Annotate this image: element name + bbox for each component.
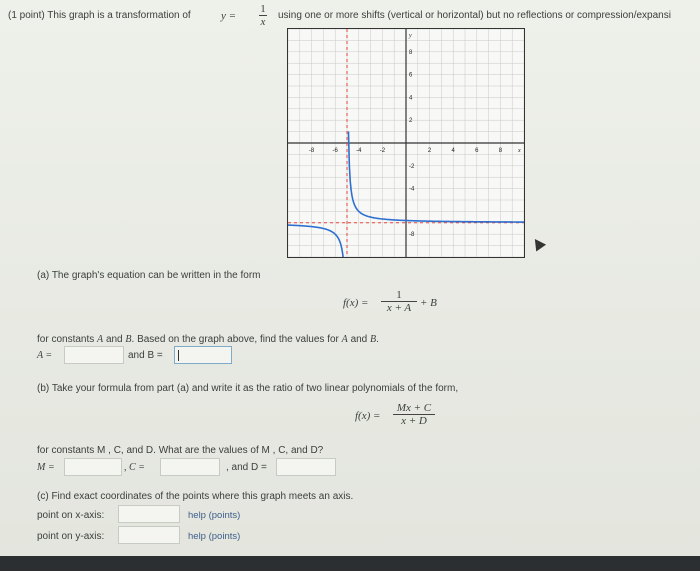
part-a-var-b: B [125, 334, 132, 345]
y-axis-point-input[interactable] [118, 526, 180, 544]
part-b-instruction: for constants M , C, and D. What are the values of M , C, and D? [37, 445, 324, 456]
answer-m-input[interactable] [64, 458, 122, 476]
part-c-intro: (c) Find exact coordinates of the points where this graph meets an axis. [37, 491, 354, 502]
answer-c-input[interactable] [160, 458, 220, 476]
y-tick-label: -8 [409, 232, 415, 239]
part-a-word-and-ref: and [350, 334, 368, 345]
x-axis-point-label: point on x-axis: [37, 510, 105, 521]
part-a-word-and: and [105, 334, 123, 345]
base-function-denominator: x [260, 16, 266, 28]
label-c: , C = [124, 462, 145, 473]
y-tick-label: 4 [409, 95, 413, 102]
part-a-intro: (a) The graph's equation can be written in the form [37, 270, 261, 281]
x-tick-label: -2 [379, 148, 386, 154]
part-b-denominator: x + D [401, 415, 427, 427]
answer-c-value [161, 464, 164, 475]
x-tick-label: 6 [475, 148, 479, 154]
part-b-formula-fraction [392, 402, 436, 427]
y-tick-label: 2 [409, 118, 413, 125]
part-a-numerator: 1 [396, 289, 402, 301]
x-tick-label: -6 [332, 148, 338, 154]
problem-intro-suffix: using one or more shifts (vertical or horizontal) but no reflections or compression/expansi [278, 10, 671, 21]
problem-intro: (1 point) This graph is a transformation of [8, 10, 191, 21]
y-axis-point-value [119, 532, 122, 543]
curve-right-branch [348, 131, 524, 222]
help-points-link-x[interactable]: help (points) [188, 510, 241, 521]
mouse-cursor-icon [530, 236, 546, 252]
part-a-var-a-ref: A [341, 334, 348, 345]
function-graph [287, 28, 525, 258]
part-a-denominator: x + A [386, 302, 412, 314]
part-a-question-end: . [376, 334, 379, 345]
answer-b-input[interactable] [174, 346, 232, 364]
x-tick-label: 2 [427, 148, 432, 154]
x-tick-label: 4 [451, 148, 455, 154]
y-tick-label: 8 [409, 49, 413, 56]
answer-d-input[interactable] [276, 458, 336, 476]
part-a-var-a: A [97, 334, 104, 345]
x-tick-label: -4 [356, 148, 362, 154]
y-tick-label: -2 [409, 163, 415, 170]
label-a: A = [37, 350, 53, 361]
answer-d-value [277, 464, 280, 475]
part-a-formula-lhs: f(x) = [343, 297, 369, 309]
part-b-numerator: Mx + C [396, 402, 432, 414]
x-tick-label: 8 [498, 148, 503, 154]
label-b: and B = [128, 350, 163, 361]
graph-canvas [288, 29, 524, 257]
part-a-instruction [37, 334, 379, 345]
screen-bottom-edge [0, 556, 700, 571]
answer-a-value [65, 352, 68, 363]
base-function-numerator: 1 [260, 3, 266, 15]
help-points-link-y[interactable]: help (points) [188, 531, 241, 542]
label-d: , and D = [226, 462, 267, 473]
answer-m-value [65, 464, 68, 475]
x-tick-label: -8 [308, 148, 315, 154]
label-m: M = [37, 462, 55, 473]
part-a-formula-tail: + B [420, 297, 437, 309]
part-b-formula-lhs: f(x) = [355, 410, 381, 422]
y-tick-label: 6 [409, 72, 413, 79]
y-axis-point-label: point on y-axis: [37, 531, 105, 542]
x-axis-label: x [518, 148, 521, 154]
part-a-instruction-suffix: . Based on the graph above, find the values for [131, 334, 339, 345]
part-b-intro: (b) Take your formula from part (a) and write it as the ratio of two linear polynomials of the form, [37, 383, 459, 394]
text-caret [178, 350, 179, 361]
part-a-var-b-ref: B [370, 334, 377, 345]
part-a-instruction-prefix: for constants [37, 334, 95, 345]
y-axis-label: y [409, 33, 412, 39]
base-function-fraction [258, 3, 268, 28]
base-function-lhs: y = [221, 10, 237, 22]
answer-a-input[interactable] [64, 346, 124, 364]
part-a-formula-fraction [380, 289, 418, 314]
x-axis-point-input[interactable] [118, 505, 180, 523]
x-axis-point-value [119, 511, 122, 522]
y-tick-label: -4 [409, 186, 415, 193]
